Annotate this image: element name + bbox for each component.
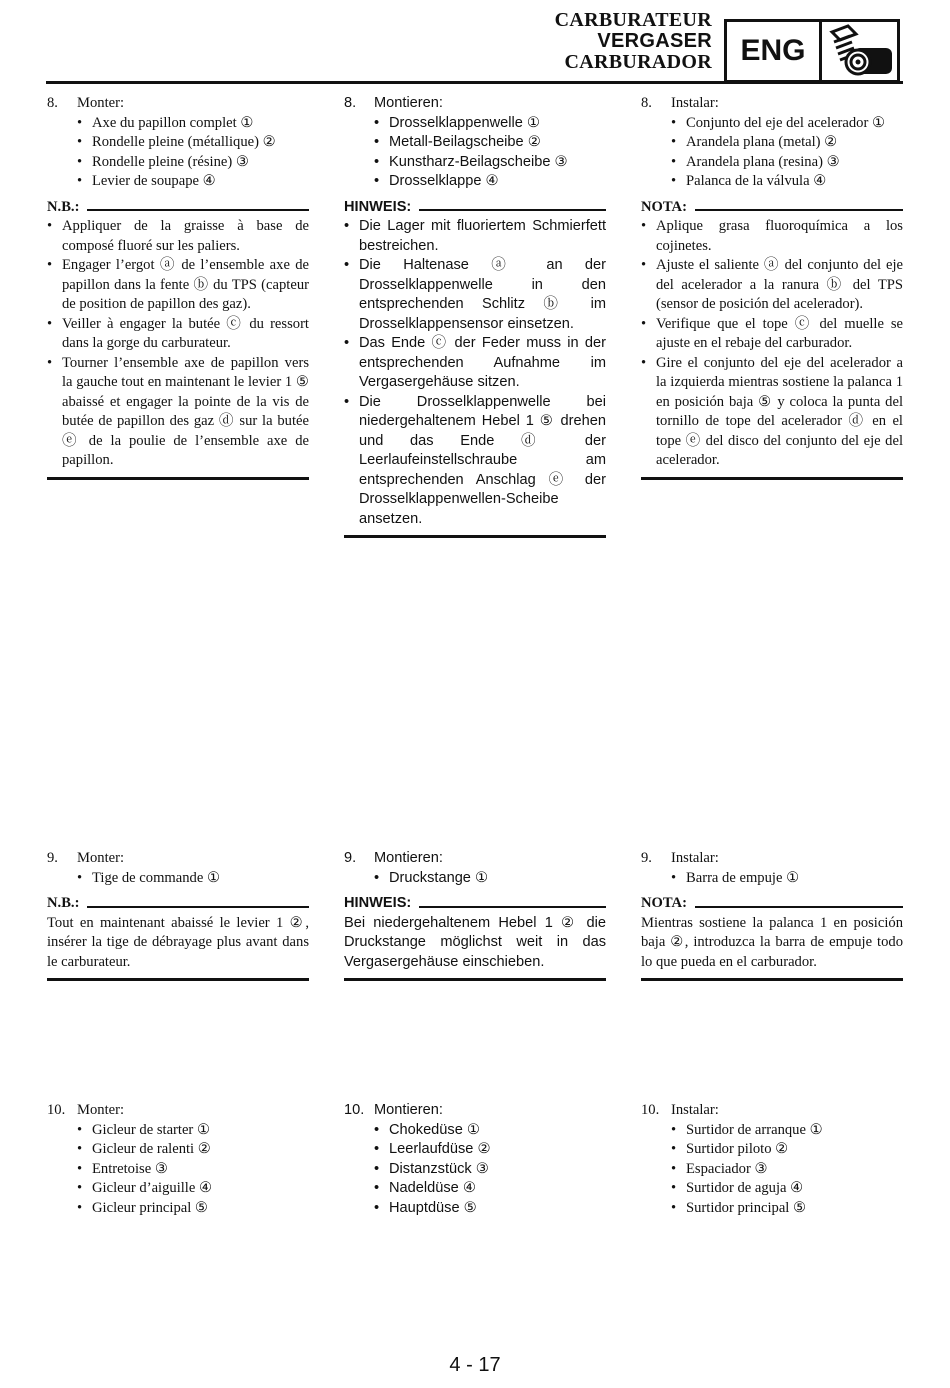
note-rule [87, 209, 309, 211]
list-item: • Chokedüse ① [374, 1121, 606, 1141]
step-number: 8. [344, 95, 357, 111]
list-item: • Surtidor de arranque ① [671, 1121, 903, 1141]
list-item: • Rondelle pleine (résine) ③ [77, 153, 309, 173]
list-item: • Tige de commande ① [77, 869, 309, 889]
list-item: • Conjunto del eje del acelerador ① [671, 114, 903, 134]
note-end-rule [641, 477, 903, 480]
note-heading [344, 894, 606, 914]
list-item: • Die Lager mit fluoriertem Schmierfett bestreichen. [344, 217, 606, 256]
step-10-german [344, 1101, 606, 1218]
list-item: • Gicleur de ralenti ② [77, 1140, 309, 1160]
note-end-rule [344, 978, 606, 981]
step-8-french [47, 94, 309, 480]
list-item: • Gicleur de starter ① [77, 1121, 309, 1141]
parts-list [641, 1121, 903, 1219]
note-heading [641, 198, 903, 218]
parts-list [344, 1121, 606, 1219]
note-text: Tout en maintenant abaissé le levier 1 ②, insérer la tige de débrayage plus avant dans le carburateur. [47, 914, 309, 970]
note-text: Bei niedergehaltenem Hebel 1 ② die Druckstange möglichst weit in das Vergasergehäuse einschieben. [344, 914, 606, 970]
list-item: • Espaciador ③ [671, 1160, 903, 1180]
note-end-rule [47, 477, 309, 480]
title-french: CARBURATEUR [554, 9, 712, 31]
list-item: • Drosselklappenwelle ① [374, 114, 606, 134]
list-item: • Levier de soupape ④ [77, 172, 309, 192]
step-number: 9. [641, 850, 652, 866]
list-item: • Aplique grasa fluoroquímica a los cojinetes. [641, 217, 903, 256]
title-german: VERGASER [597, 30, 712, 52]
parts-list [641, 114, 903, 192]
list-item: • Metall-Beilagscheibe ② [374, 133, 606, 153]
list-item: • Drosselklappe ④ [374, 172, 606, 192]
note-rule [695, 209, 903, 211]
step-number: 10. [641, 1102, 660, 1118]
note-label: N.B.: [47, 895, 80, 911]
step-8-spanish [641, 94, 903, 480]
section-label: ENG [727, 22, 822, 80]
header-divider [46, 81, 903, 84]
step-9-german [344, 849, 606, 981]
step-title: Monter: [77, 1102, 125, 1118]
note-label: NOTA: [641, 895, 687, 911]
step-9-spanish [641, 849, 903, 981]
step-number: 9. [344, 850, 357, 866]
list-item: • Die Haltenase ⓐ an der Drosselklappenwelle in den entsprechenden Schlitz ⓑ im Drosselklappensensor einsetzen. [344, 256, 606, 334]
list-item: • Arandela plana (metal) ② [671, 133, 903, 153]
note-heading [47, 894, 309, 914]
note-label: N.B.: [47, 198, 80, 215]
list-item: • Verifique que el tope ⓒ del muelle se ajuste en el rebaje del carburador. [641, 315, 903, 354]
note-text: Mientras sostiene la palanca 1 en posición baja ②, introduzca la barra de empuje todo lo que pueda en el carburador. [641, 914, 903, 970]
list-item: • Leerlaufdüse ② [374, 1140, 606, 1160]
note-rule [87, 906, 309, 908]
step-title: Instalar: [671, 850, 719, 866]
list-item: • Druckstange ① [374, 869, 606, 889]
note-heading [47, 198, 309, 218]
step-title: Monter: [77, 95, 125, 111]
note-heading [641, 894, 903, 914]
list-item: • Kunstharz-Beilagscheibe ③ [374, 153, 606, 173]
note-end-rule [47, 978, 309, 981]
list-item: • Engager l’ergot ⓐ de l’ensemble axe de papillon dans la fente ⓑ du TPS (capteur de position de papillon des gaz). [47, 256, 309, 315]
engine-piston-icon [822, 22, 897, 80]
list-item: • Ajuste el saliente ⓐ del conjunto del eje del acelerador a la ranura ⓑ del TPS (sensor de posición del acelerador). [641, 256, 903, 315]
step-number: 9. [47, 850, 58, 866]
note-rule [419, 906, 606, 908]
note-end-rule [344, 535, 606, 538]
list-item: • Arandela plana (resina) ③ [671, 153, 903, 173]
parts-list [344, 114, 606, 192]
section-badge [724, 19, 900, 83]
step-number: 8. [641, 95, 652, 111]
step-number: 10. [344, 1102, 365, 1118]
note-end-rule [641, 978, 903, 981]
list-item: • Die Drosselklappenwelle bei niedergehaltenem Hebel 1 ⑤ drehen und das Ende ⓓ der Leerlaufeinstellschraube am entsprechenden Anschlag ⓔ der Drosselklappenwellen-Scheibe ansetzen. [344, 393, 606, 530]
note-heading [344, 198, 606, 218]
step-8-german [344, 94, 606, 538]
note-list [641, 217, 903, 471]
step-10-french [47, 1101, 309, 1218]
list-item: • Gicleur principal ⑤ [77, 1199, 309, 1219]
step-number: 8. [47, 95, 58, 111]
step-title: Montieren: [374, 1102, 443, 1118]
list-item: • Nadeldüse ④ [374, 1179, 606, 1199]
title-spanish: CARBURADOR [564, 51, 712, 73]
list-item: • Hauptdüse ⑤ [374, 1199, 606, 1219]
parts-list [344, 869, 606, 889]
parts-list [47, 869, 309, 889]
note-label: NOTA: [641, 198, 687, 215]
parts-list [47, 1121, 309, 1219]
list-item: • Veiller à engager la butée ⓒ du ressort dans la gorge du carburateur. [47, 315, 309, 354]
step-title: Montieren: [374, 95, 443, 111]
step-title: Instalar: [671, 1102, 719, 1118]
parts-list [47, 114, 309, 192]
note-list [47, 217, 309, 471]
list-item: • Distanzstück ③ [374, 1160, 606, 1180]
step-title: Instalar: [671, 95, 719, 111]
list-item: • Appliquer de la graisse à base de composé fluoré sur les paliers. [47, 217, 309, 256]
list-item: • Gicleur d’aiguille ④ [77, 1179, 309, 1199]
list-item: • Axe du papillon complet ① [77, 114, 309, 134]
list-item: • Rondelle pleine (métallique) ② [77, 133, 309, 153]
list-item: • Das Ende ⓒ der Feder muss in der entsprechenden Aufnahme im Vergasergehäuse sitzen. [344, 334, 606, 393]
step-9-french [47, 849, 309, 981]
list-item: • Entretoise ③ [77, 1160, 309, 1180]
page-number: 4 - 17 [449, 1354, 501, 1376]
step-number: 10. [47, 1102, 66, 1118]
list-item: • Gire el conjunto del eje del acelerador a la izquierda mientras sostiene la palanca 1 en posición baja ⑤ y coloca la punta del tornillo de tope del acelerador ⓓ en el tope ⓔ del disco del conjunto del eje del acelerador. [641, 354, 903, 471]
step-title: Monter: [77, 850, 125, 866]
list-item: • Surtidor piloto ② [671, 1140, 903, 1160]
list-item: • Barra de empuje ① [671, 869, 903, 889]
list-item: • Tourner l’ensemble axe de papillon vers la gauche tout en maintenant le levier 1 ⑤ abaissé et engager la pointe de la vis de butée de papillon des gaz ⓓ sur la butée ⓔ de la poulie de l’ensemble axe de papillon. [47, 354, 309, 471]
note-rule [695, 906, 903, 908]
note-label: HINWEIS: [344, 198, 412, 215]
list-item: • Surtidor principal ⑤ [671, 1199, 903, 1219]
header-titles [555, 10, 712, 73]
list-item: • Surtidor de aguja ④ [671, 1179, 903, 1199]
parts-list [641, 869, 903, 889]
step-10-spanish [641, 1101, 903, 1218]
step-title: Montieren: [374, 850, 443, 866]
list-item: • Palanca de la válvula ④ [671, 172, 903, 192]
note-rule [419, 209, 606, 211]
note-label: HINWEIS: [344, 895, 412, 911]
note-list [344, 217, 606, 529]
